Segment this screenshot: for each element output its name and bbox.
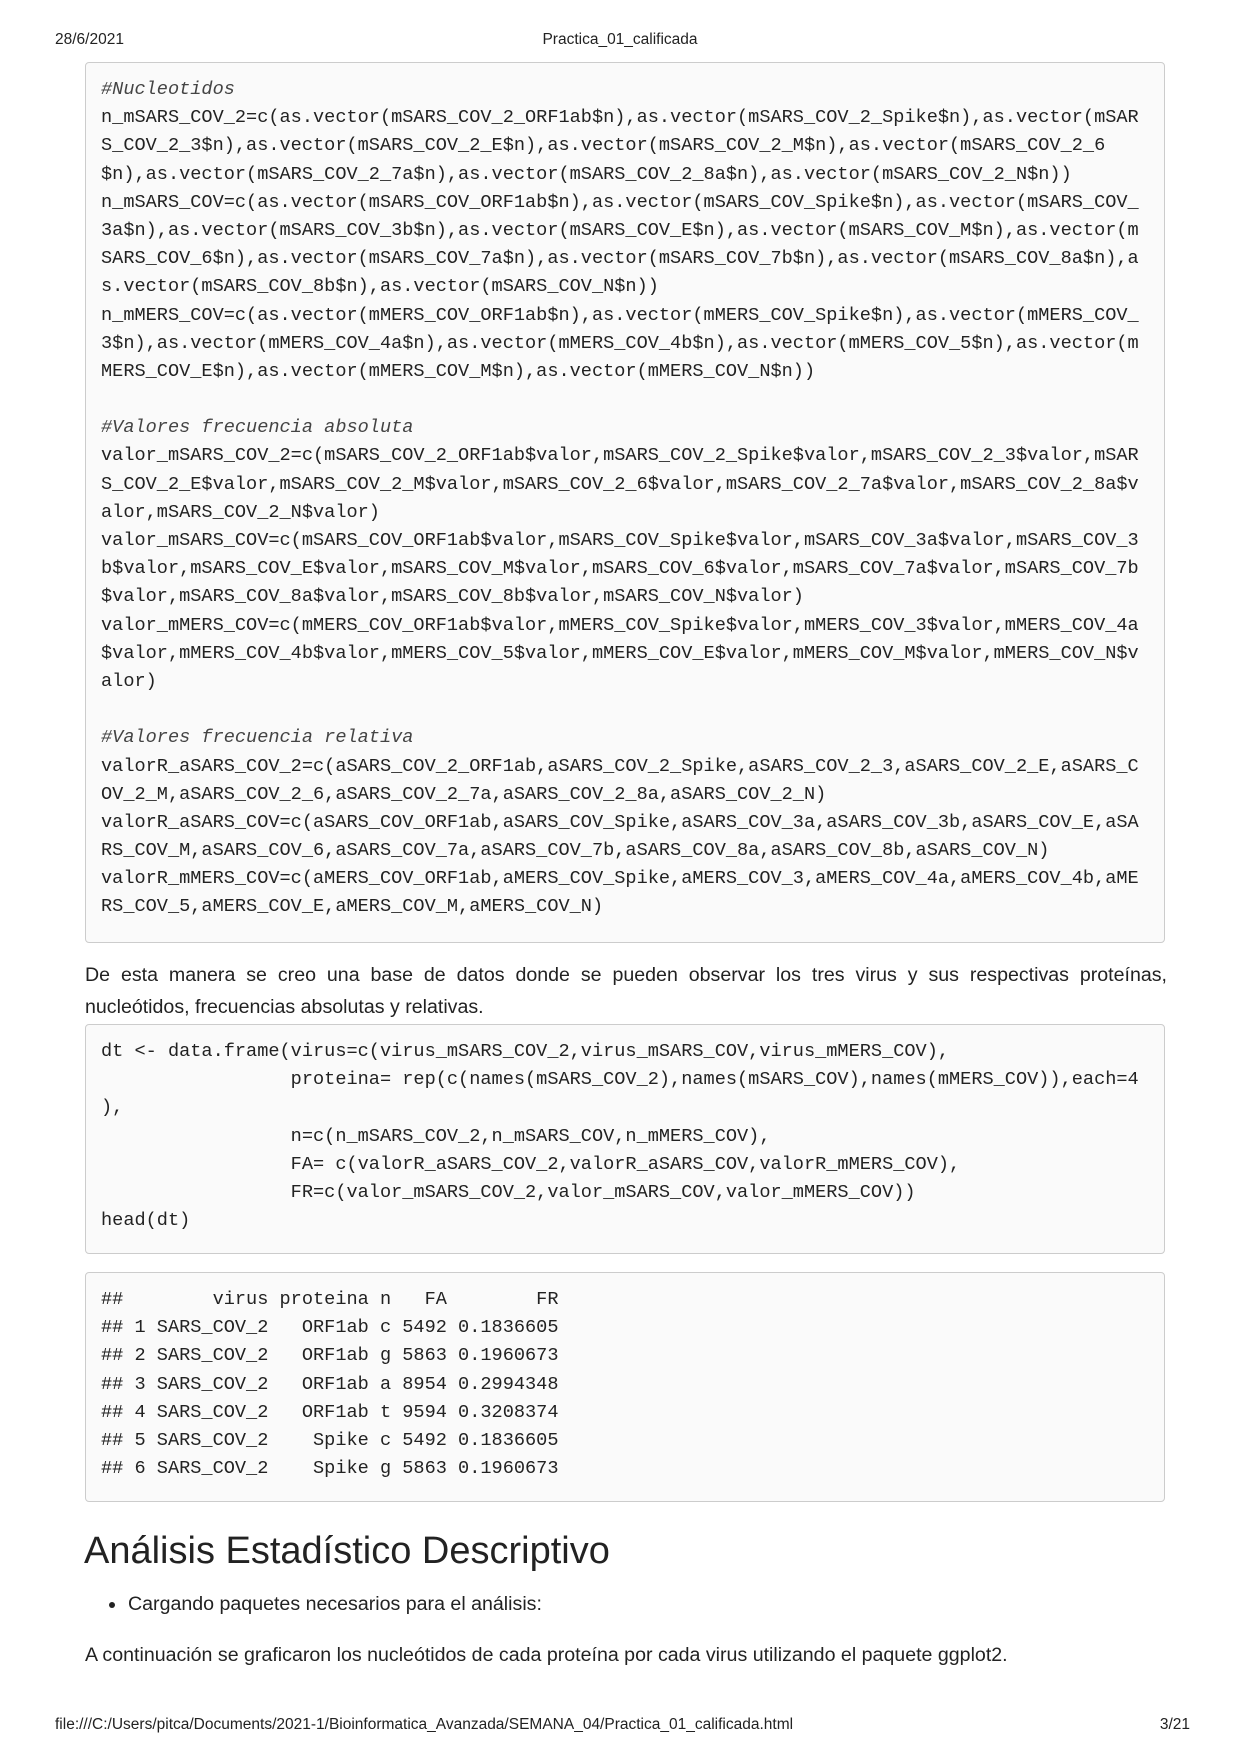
code-line: ## 2 SARS_COV_2 ORF1ab g 5863 0.1960673 — [101, 1345, 559, 1367]
footer-file-path[interactable]: file:///C:/Users/pitca/Documents/2021-1/Bioinformatica_Avanzada/SEMANA_04/Practica_01_calificada.html — [55, 1716, 794, 1733]
code-line: head(dt) — [101, 1210, 191, 1232]
code-line: valor_mSARS_COV_2=c(mSARS_COV_2_ORF1ab$valor,mSARS_COV_2_Spike$valor,mSARS_COV_2_3$valor,mSAR — [101, 445, 1139, 467]
code-line: valorR_mMERS_COV=c(aMERS_COV_ORF1ab,aMERS_COV_Spike,aMERS_COV_3,aMERS_COV_4a,aMERS_COV_4b,aME — [101, 868, 1139, 890]
code-line: n_mSARS_COV=c(as.vector(mSARS_COV_ORF1ab$n),as.vector(mSARS_COV_Spike$n),as.vector(mSARS_COV_ — [101, 191, 1139, 213]
code-line: $n),as.vector(mSARS_COV_2_7a$n),as.vector(mSARS_COV_2_8a$n),as.vector(mSARS_COV_2_N$n)) — [101, 163, 1072, 185]
code-line: n_mMERS_COV=c(as.vector(mMERS_COV_ORF1ab$n),as.vector(mMERS_COV_Spike$n),as.vector(mMERS_COV_ — [101, 304, 1139, 326]
print-date: 28/6/2021 — [55, 31, 124, 48]
code-line: s.vector(mSARS_COV_8b$n),as.vector(mSARS_COV_N$n)) — [101, 276, 659, 298]
bullet-item: Cargando paquetes necesarios para el análisis: — [128, 1593, 542, 1615]
code-output-head — [85, 1272, 1165, 1502]
code-line: $valor,mSARS_COV_8a$valor,mSARS_COV_8b$valor,mSARS_COV_N$valor) — [101, 586, 804, 608]
code-line: ## 4 SARS_COV_2 ORF1ab t 9594 0.3208374 — [101, 1401, 559, 1423]
code-line: dt <- data.frame(virus=c(virus_mSARS_COV_2,virus_mSARS_COV,virus_mMERS_COV), — [101, 1041, 950, 1062]
code-line: SARS_COV_6$n),as.vector(mSARS_COV_7a$n),as.vector(mSARS_COV_7b$n),as.vector(mSARS_COV_8a$n),a — [101, 248, 1139, 270]
code-line: RS_COV_M,aSARS_COV_6,aSARS_COV_7a,aSARS_COV_7b,aSARS_COV_8a,aSARS_COV_8b,aSARS_COV_N) — [101, 840, 1050, 862]
code-line: n=c(n_mSARS_COV_2,n_mSARS_COV,n_mMERS_COV), — [101, 1125, 771, 1147]
code-line: ), — [101, 1097, 124, 1119]
code-block-dataframe — [85, 1024, 1165, 1254]
code-line: valorR_aSARS_COV=c(aSARS_COV_ORF1ab,aSARS_COV_Spike,aSARS_COV_3a,aSARS_COV_3b,aSARS_COV_E,aSA — [101, 811, 1139, 833]
code-line: ## 3 SARS_COV_2 ORF1ab a 8954 0.2994348 — [101, 1373, 559, 1395]
code-line: S_COV_2_3$n),as.vector(mSARS_COV_2_E$n),as.vector(mSARS_COV_2_M$n),as.vector(mSARS_COV_2_6 — [101, 135, 1106, 157]
code-line: #Valores frecuencia relativa — [101, 727, 414, 749]
paragraph-database-description: De esta manera se creo una base de datos donde se pueden observar los tres virus y sus respectivas proteínas, nucleótidos, frecuencias absolutas y relativas. — [85, 964, 1167, 1018]
code-line: #Valores frecuencia absoluta — [101, 417, 414, 439]
code-line: #Nucleotidos — [101, 79, 235, 100]
code-line — [101, 696, 1149, 724]
code-line: alor,mSARS_COV_2_N$valor) — [101, 501, 380, 523]
code-line: valor_mSARS_COV=c(mSARS_COV_ORF1ab$valor,mSARS_COV_Spike$valor,mSARS_COV_3a$valor,mSARS_COV_3 — [101, 530, 1139, 551]
code-line: proteina= rep(c(names(mSARS_COV_2),names(mSARS_COV),names(mMERS_COV)),each=4 — [101, 1069, 1139, 1091]
code-line: MERS_COV_E$n),as.vector(mMERS_COV_M$n),as.vector(mMERS_COV_N$n)) — [101, 360, 816, 382]
code-block-variables — [85, 62, 1165, 943]
code-line: b$valor,mSARS_COV_E$valor,mSARS_COV_M$valor,mSARS_COV_6$valor,mSARS_COV_7a$valor,mSARS_COV_7b — [101, 558, 1139, 580]
code-line: ## 1 SARS_COV_2 ORF1ab c 5492 0.1836605 — [101, 1317, 559, 1339]
code-line: $valor,mMERS_COV_4b$valor,mMERS_COV_5$valor,mMERS_COV_E$valor,mMERS_COV_M$valor,mMERS_COV_N$v — [101, 642, 1139, 664]
code-line: ## 6 SARS_COV_2 Spike g 5863 0.1960673 — [101, 1458, 559, 1480]
code-line: FR=c(valor_mSARS_COV_2,valor_mSARS_COV,valor_mMERS_COV)) — [101, 1181, 916, 1203]
code-line: n_mSARS_COV_2=c(as.vector(mSARS_COV_2_ORF1ab$n),as.vector(mSARS_COV_2_Spike$n),as.vector(mSAR — [101, 107, 1139, 129]
code-line: alor) — [101, 670, 157, 692]
code-line — [101, 386, 1149, 414]
paragraph-ggplot: A continuación se graficaron los nucleótidos de cada proteína por cada virus utilizando el paquete ggplot2. — [85, 1644, 1008, 1666]
code-line: ## 5 SARS_COV_2 Spike c 5492 0.1836605 — [101, 1429, 559, 1451]
code-line: 3a$n),as.vector(mSARS_COV_3b$n),as.vector(mSARS_COV_E$n),as.vector(mSARS_COV_M$n),as.vector(m — [101, 219, 1139, 241]
page-title: Practica_01_calificada — [542, 31, 698, 48]
section-heading: Análisis Estadístico Descriptivo — [84, 1530, 610, 1572]
code-line: S_COV_2_E$valor,mSARS_COV_2_M$valor,mSARS_COV_2_6$valor,mSARS_COV_2_7a$valor,mSARS_COV_2_8a$v — [101, 473, 1139, 495]
code-line: OV_2_M,aSARS_COV_2_6,aSARS_COV_2_7a,aSARS_COV_2_8a,aSARS_COV_2_N) — [101, 783, 827, 805]
code-line: valorR_aSARS_COV_2=c(aSARS_COV_2_ORF1ab,aSARS_COV_2_Spike,aSARS_COV_2_3,aSARS_COV_2_E,aSARS_C — [101, 755, 1139, 777]
code-line: RS_COV_5,aMERS_COV_E,aMERS_COV_M,aMERS_COV_N) — [101, 896, 604, 918]
code-line: FA= c(valorR_aSARS_COV_2,valorR_aSARS_COV,valorR_mMERS_COV), — [101, 1153, 961, 1175]
code-line: ## virus proteina n FA FR — [101, 1289, 559, 1310]
code-line: valor_mMERS_COV=c(mMERS_COV_ORF1ab$valor,mMERS_COV_Spike$valor,mMERS_COV_3$valor,mMERS_COV_4a — [101, 614, 1139, 636]
footer-page-number: 3/21 — [1159, 1716, 1190, 1733]
code-line: 3$n),as.vector(mMERS_COV_4a$n),as.vector(mMERS_COV_4b$n),as.vector(mMERS_COV_5$n),as.vector(m — [101, 332, 1139, 354]
